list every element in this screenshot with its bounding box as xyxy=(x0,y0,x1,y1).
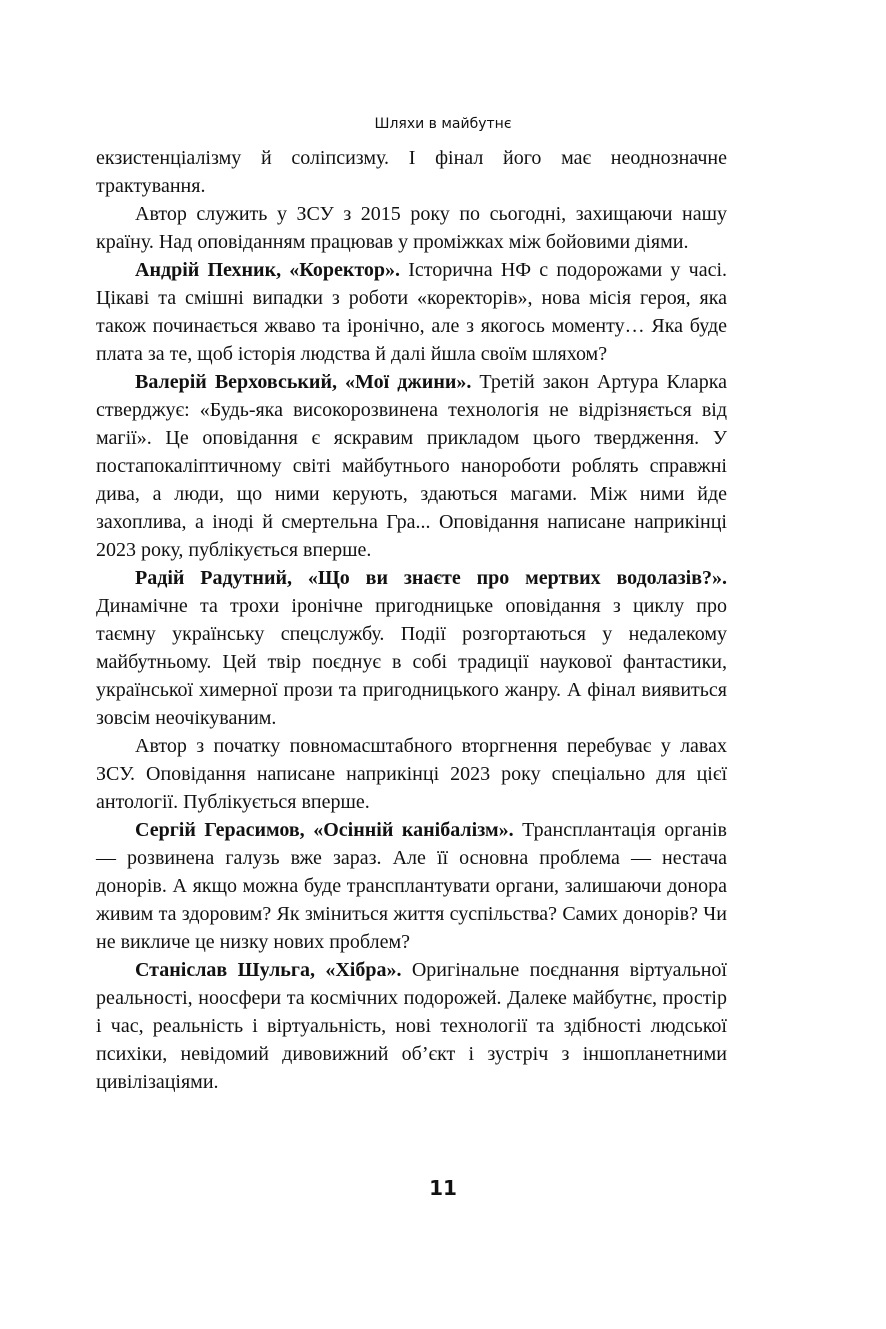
paragraph-8 xyxy=(96,956,727,1096)
paragraph-2-text: Автор служить у ЗСУ з 2015 року по сьогодні, захищаючи нашу країну. Над оповіданням працював у проміжках між бойовими діями. xyxy=(96,203,727,253)
paragraph-3 xyxy=(96,256,727,368)
paragraph-8-title: Станіслав Шульга, «Хібра». xyxy=(135,959,402,981)
paragraph-3-text: Історична НФ с подорожами у часі. Цікаві та смішні випадки з роботи «коректорів», нова місія героя, яка також починається жваво та іронічно, але з якогось моменту… Яка буде плата за те, щоб історія людства й далі йшла своїм шляхом? xyxy=(96,259,727,365)
paragraph-1-text: екзистенціалізму й соліпсизму. І фінал його має неоднозначне трактування. xyxy=(96,147,727,197)
paragraph-4-title: Валерій Верховський, «Мої джини». xyxy=(135,371,472,393)
paragraph-7 xyxy=(96,816,727,956)
paragraph-3-title: Андрій Пехник, «Коректор». xyxy=(135,259,401,281)
paragraph-8-text: Оригінальне поєднання віртуальної реальності, ноосфери та космічних подорожей. Далеке майбутнє, простір і час, реальність і віртуальність, нові технології та здібності людської психіки, невідомий дивовижний об’єкт і зустріч з іншопланетними цивілізаціями. xyxy=(96,959,727,1093)
paragraph-5 xyxy=(96,564,727,732)
paragraph-1 xyxy=(96,144,727,200)
running-header: Шляхи в майбутнє xyxy=(374,116,512,132)
paragraph-4 xyxy=(96,368,727,564)
paragraph-7-title: Сергій Герасимов, «Осінній канібалізм». xyxy=(135,819,514,841)
page-number: 11 xyxy=(429,1176,457,1200)
paragraph-2 xyxy=(96,200,727,256)
body-text xyxy=(96,144,727,1096)
paragraph-6 xyxy=(96,732,727,816)
paragraph-5-text: Динамічне та трохи іронічне пригодницьке оповідання з циклу про таємну українську спецслужбу. Події розгортаються у недалекому майбутньому. Цей твір поєднує в собі традиції наукової фантастики, української химерної прози та пригодницького жанру. А фінал виявиться зовсім неочікуваним. xyxy=(96,595,727,729)
paragraph-4-text: Третій закон Артура Кларка стверджує: «Будь-яка високорозвинена технологія не відрізняється від магії». Це оповідання є яскравим прикладом цього твердження. У постапокаліптичному світі майбутнього нанороботи роблять справжні дива, а люди, що ними керують, здаються магами. Між ними йде захоплива, а іноді й смертельна Гра... Оповідання написане наприкінці 2023 року, публікується вперше. xyxy=(96,371,728,561)
paragraph-6-text: Автор з початку повномасштабного вторгнення перебуває у лавах ЗСУ. Оповідання написане наприкінці 2023 року спеціально для цієї антології. Публікується вперше. xyxy=(96,735,727,813)
paragraph-7-text: Трансплантація органів — розвинена галузь вже зараз. Але її основна проблема — нестача донорів. А якщо можна буде трансплантувати органи, залишаючи донора живим та здоровим? Як зміниться життя суспільства? Самих донорів? Чи не викличе це низку нових проблем? xyxy=(96,819,728,953)
paragraph-5-title: Радій Радутний, «Що ви знаєте про мертвих водолазів?». xyxy=(135,567,727,589)
